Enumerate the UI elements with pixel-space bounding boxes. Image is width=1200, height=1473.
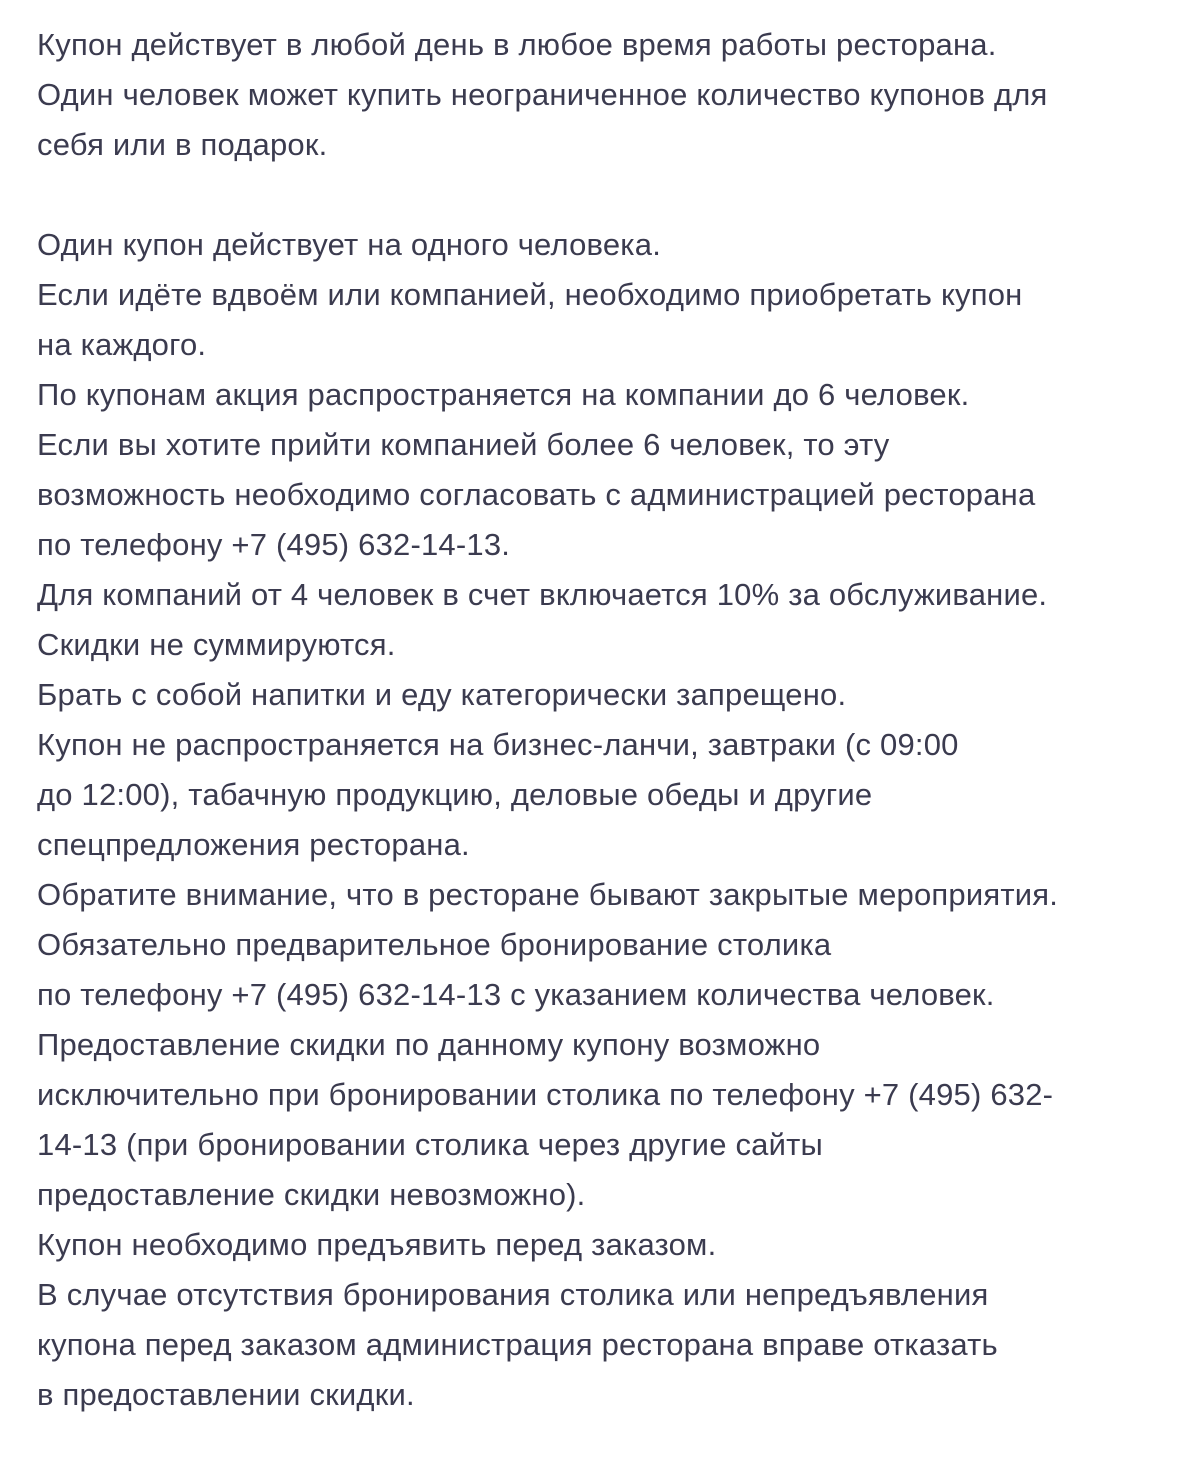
terms-paragraph [37, 20, 1177, 170]
terms-line: до 12:00), табачную продукцию, деловые обеды и другие [37, 777, 873, 812]
terms-line: 14-13 (при бронировании столика через другие сайты [37, 1127, 823, 1162]
terms-line: Обязательно предварительное бронирование столика [37, 927, 832, 962]
terms-line: Купон не распространяется на бизнес-ланчи, завтраки (с 09:00 [37, 727, 959, 762]
terms-line: По купонам акция распространяется на компании до 6 человек. [37, 377, 970, 412]
terms-paragraph [37, 220, 1177, 1420]
terms-line: Один человек может купить неограниченное количество купонов для [37, 77, 1048, 112]
terms-line: Обратите внимание, что в ресторане бывают закрытые мероприятия. [37, 877, 1059, 912]
terms-line: исключительно при бронировании столика по телефону +7 (495) 632- [37, 1077, 1054, 1112]
terms-line: Для компаний от 4 человек в счет включается 10% за обслуживание. [37, 577, 1048, 612]
terms-line: себя или в подарок. [37, 127, 328, 162]
terms-line: Если идёте вдвоём или компанией, необходимо приобретать купон [37, 277, 1023, 312]
terms-line: по телефону +7 (495) 632-14-13. [37, 527, 511, 562]
terms-line: предоставление скидки невозможно). [37, 1177, 586, 1212]
terms-line: Купон необходимо предъявить перед заказом. [37, 1227, 717, 1262]
terms-line: Брать с собой напитки и еду категорически запрещено. [37, 677, 847, 712]
terms-line: по телефону +7 (495) 632-14-13 с указанием количества человек. [37, 977, 995, 1012]
terms-line: Скидки не суммируются. [37, 627, 396, 662]
terms-line: Предоставление скидки по данному купону возможно [37, 1027, 821, 1062]
terms-line: Один купон действует на одного человека. [37, 227, 662, 262]
terms-line: купона перед заказом администрация ресторана вправе отказать [37, 1327, 998, 1362]
terms-line: возможность необходимо согласовать с администрацией ресторана [37, 477, 1036, 512]
coupon-terms-text [37, 20, 1177, 1420]
terms-line: Купон действует в любой день в любое время работы ресторана. [37, 27, 997, 62]
terms-line: Если вы хотите прийти компанией более 6 человек, то эту [37, 427, 890, 462]
terms-line: В случае отсутствия бронирования столика или непредъявления [37, 1277, 989, 1312]
terms-line: в предоставлении скидки. [37, 1377, 415, 1412]
terms-line: спецпредложения ресторана. [37, 827, 470, 862]
terms-line: на каждого. [37, 327, 207, 362]
